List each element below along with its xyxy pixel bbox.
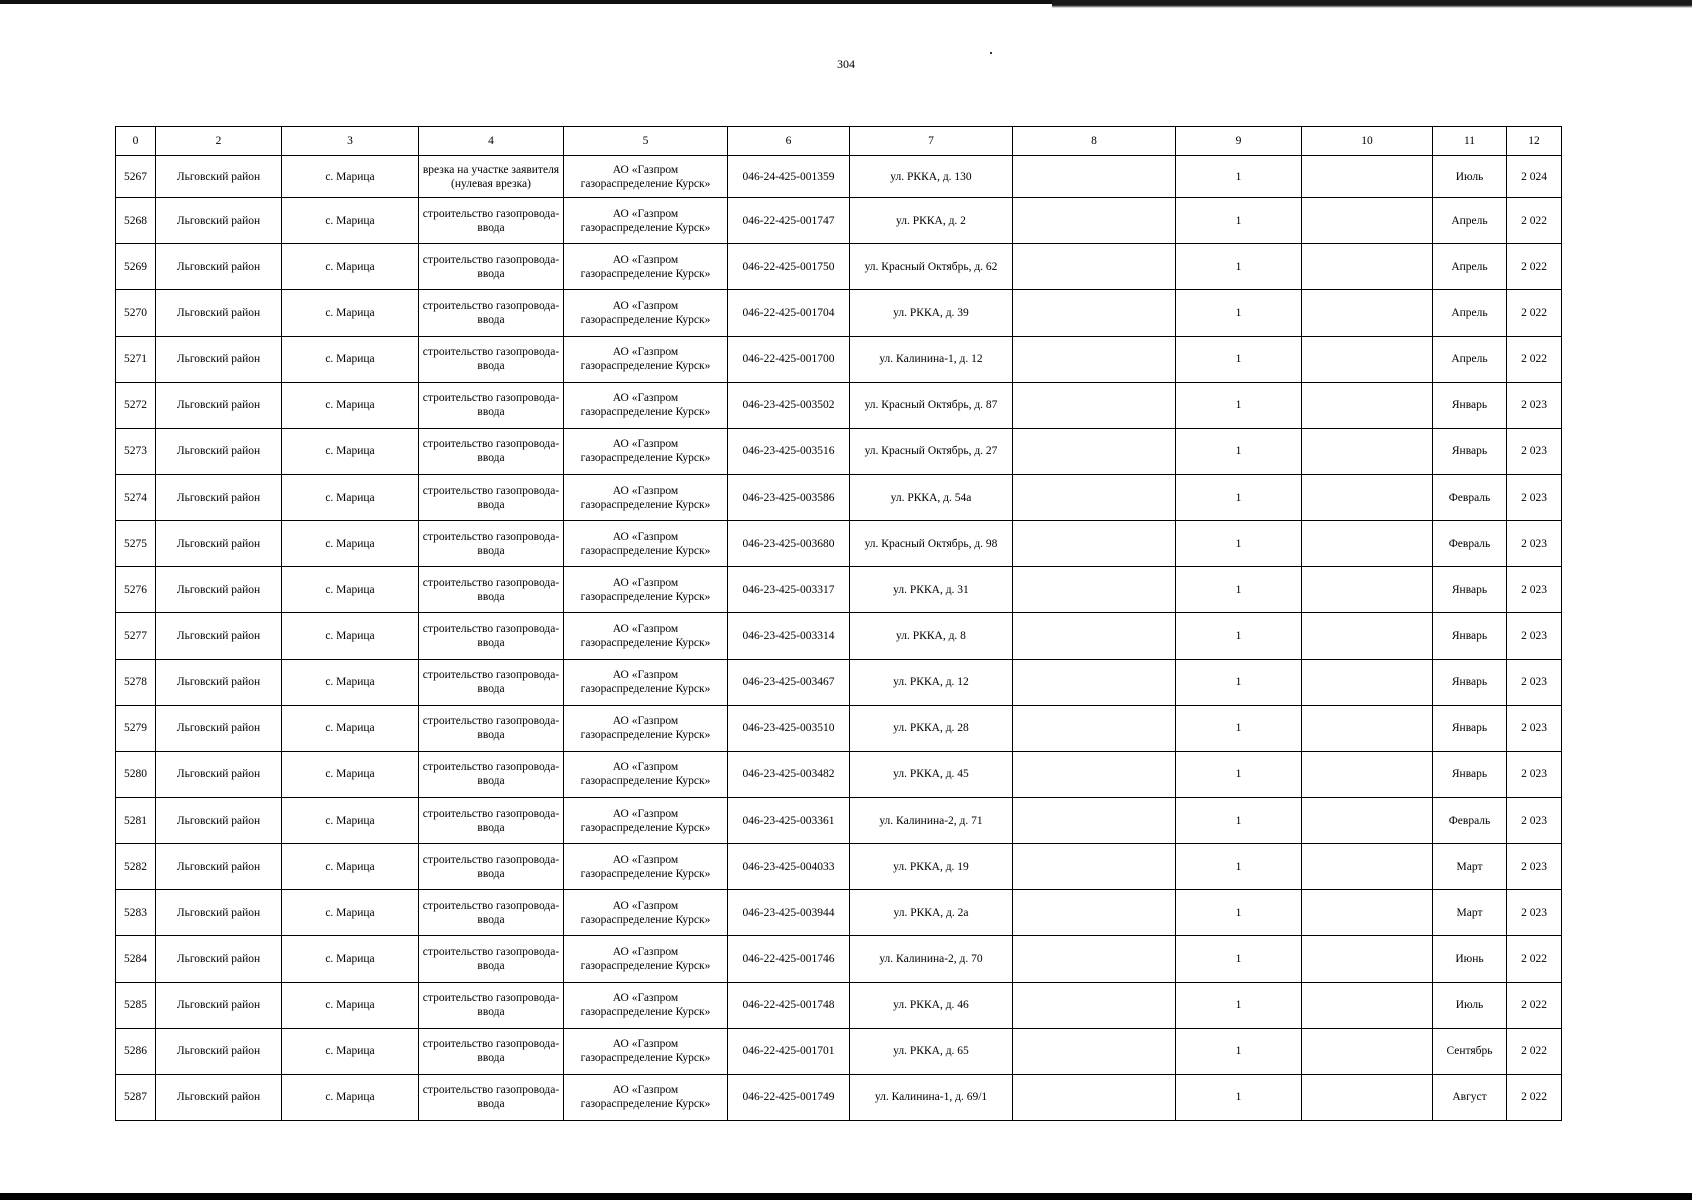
organization-cell: АО «Газпром газораспределение Курск» bbox=[564, 521, 728, 567]
address-cell: ул. Красный Октябрь, д. 27 bbox=[850, 428, 1013, 474]
month-cell: Февраль bbox=[1433, 521, 1507, 567]
settlement-cell: с. Марица bbox=[282, 797, 419, 843]
table-row bbox=[116, 659, 1562, 705]
settlement-cell: с. Марица bbox=[282, 844, 419, 890]
registration-code-cell: 046-22-425-001748 bbox=[728, 982, 850, 1028]
column-10-cell bbox=[1302, 336, 1433, 382]
work-type-cell: строительство газопровода-ввода bbox=[419, 567, 564, 613]
organization-cell: АО «Газпром газораспределение Курск» bbox=[564, 1028, 728, 1074]
work-type-cell: строительство газопровода-ввода bbox=[419, 428, 564, 474]
table-row bbox=[116, 613, 1562, 659]
district-cell: Льговский район bbox=[156, 244, 282, 290]
column-10-cell bbox=[1302, 382, 1433, 428]
address-cell: ул. Калинина-1, д. 12 bbox=[850, 336, 1013, 382]
count-cell: 1 bbox=[1176, 474, 1302, 520]
work-type-cell: строительство газопровода-ввода bbox=[419, 705, 564, 751]
year-cell: 2 023 bbox=[1507, 567, 1562, 613]
year-cell: 2 023 bbox=[1507, 844, 1562, 890]
address-cell: ул. РККА, д. 39 bbox=[850, 290, 1013, 336]
month-cell: Июнь bbox=[1433, 936, 1507, 982]
table-row bbox=[116, 244, 1562, 290]
column-8-cell bbox=[1013, 521, 1176, 567]
work-type-cell: строительство газопровода-ввода bbox=[419, 890, 564, 936]
column-header: 11 bbox=[1433, 127, 1507, 156]
month-cell: Июль bbox=[1433, 156, 1507, 198]
work-type-cell: строительство газопровода-ввода bbox=[419, 844, 564, 890]
column-header: 12 bbox=[1507, 127, 1562, 156]
settlement-cell: с. Марица bbox=[282, 1028, 419, 1074]
column-8-cell bbox=[1013, 659, 1176, 705]
settlement-cell: с. Марица bbox=[282, 474, 419, 520]
work-type-cell: строительство газопровода-ввода bbox=[419, 751, 564, 797]
work-type-cell: строительство газопровода-ввода bbox=[419, 336, 564, 382]
column-header: 8 bbox=[1013, 127, 1176, 156]
row-number: 5281 bbox=[116, 797, 156, 843]
column-header: 5 bbox=[564, 127, 728, 156]
scan-edge-top-right bbox=[1052, 0, 1692, 8]
column-8-cell bbox=[1013, 936, 1176, 982]
column-header: 10 bbox=[1302, 127, 1433, 156]
registration-code-cell: 046-23-425-003680 bbox=[728, 521, 850, 567]
row-number: 5267 bbox=[116, 156, 156, 198]
address-cell: ул. РККА, д. 8 bbox=[850, 613, 1013, 659]
count-cell: 1 bbox=[1176, 290, 1302, 336]
count-cell: 1 bbox=[1176, 198, 1302, 244]
organization-cell: АО «Газпром газораспределение Курск» bbox=[564, 705, 728, 751]
organization-cell: АО «Газпром газораспределение Курск» bbox=[564, 982, 728, 1028]
registration-code-cell: 046-23-425-003361 bbox=[728, 797, 850, 843]
row-number: 5274 bbox=[116, 474, 156, 520]
row-number: 5276 bbox=[116, 567, 156, 613]
district-cell: Льговский район bbox=[156, 1074, 282, 1120]
district-cell: Льговский район bbox=[156, 567, 282, 613]
work-type-cell: строительство газопровода-ввода bbox=[419, 244, 564, 290]
column-8-cell bbox=[1013, 982, 1176, 1028]
column-header: 4 bbox=[419, 127, 564, 156]
count-cell: 1 bbox=[1176, 751, 1302, 797]
count-cell: 1 bbox=[1176, 244, 1302, 290]
address-cell: ул. РККА, д. 2 bbox=[850, 198, 1013, 244]
column-8-cell bbox=[1013, 797, 1176, 843]
table-row bbox=[116, 428, 1562, 474]
district-cell: Льговский район bbox=[156, 290, 282, 336]
register-table bbox=[115, 126, 1562, 1121]
count-cell: 1 bbox=[1176, 890, 1302, 936]
column-8-cell bbox=[1013, 1028, 1176, 1074]
district-cell: Льговский район bbox=[156, 474, 282, 520]
header-row bbox=[116, 127, 1562, 156]
column-10-cell bbox=[1302, 982, 1433, 1028]
address-cell: ул. Красный Октябрь, д. 62 bbox=[850, 244, 1013, 290]
year-cell: 2 022 bbox=[1507, 290, 1562, 336]
column-8-cell bbox=[1013, 290, 1176, 336]
column-8-cell bbox=[1013, 382, 1176, 428]
column-8-cell bbox=[1013, 336, 1176, 382]
district-cell: Льговский район bbox=[156, 521, 282, 567]
year-cell: 2 023 bbox=[1507, 751, 1562, 797]
settlement-cell: с. Марица bbox=[282, 428, 419, 474]
organization-cell: АО «Газпром газораспределение Курск» bbox=[564, 244, 728, 290]
year-cell: 2 024 bbox=[1507, 156, 1562, 198]
table-row bbox=[116, 1074, 1562, 1120]
row-number: 5277 bbox=[116, 613, 156, 659]
organization-cell: АО «Газпром газораспределение Курск» bbox=[564, 428, 728, 474]
column-8-cell bbox=[1013, 613, 1176, 659]
year-cell: 2 023 bbox=[1507, 428, 1562, 474]
year-cell: 2 023 bbox=[1507, 382, 1562, 428]
work-type-cell: строительство газопровода-ввода bbox=[419, 382, 564, 428]
registration-code-cell: 046-23-425-003467 bbox=[728, 659, 850, 705]
settlement-cell: с. Марица bbox=[282, 1074, 419, 1120]
table-row bbox=[116, 521, 1562, 567]
row-number: 5269 bbox=[116, 244, 156, 290]
registration-code-cell: 046-23-425-004033 bbox=[728, 844, 850, 890]
table-row bbox=[116, 797, 1562, 843]
row-number: 5283 bbox=[116, 890, 156, 936]
registration-code-cell: 046-23-425-003516 bbox=[728, 428, 850, 474]
count-cell: 1 bbox=[1176, 156, 1302, 198]
month-cell: Апрель bbox=[1433, 290, 1507, 336]
registration-code-cell: 046-22-425-001747 bbox=[728, 198, 850, 244]
year-cell: 2 023 bbox=[1507, 890, 1562, 936]
address-cell: ул. Красный Октябрь, д. 98 bbox=[850, 521, 1013, 567]
address-cell: ул. Калинина-2, д. 70 bbox=[850, 936, 1013, 982]
registration-code-cell: 046-22-425-001701 bbox=[728, 1028, 850, 1074]
registration-code-cell: 046-23-425-003502 bbox=[728, 382, 850, 428]
settlement-cell: с. Марица bbox=[282, 567, 419, 613]
row-number: 5287 bbox=[116, 1074, 156, 1120]
year-cell: 2 023 bbox=[1507, 705, 1562, 751]
month-cell: Апрель bbox=[1433, 244, 1507, 290]
count-cell: 1 bbox=[1176, 844, 1302, 890]
month-cell: Июль bbox=[1433, 982, 1507, 1028]
column-10-cell bbox=[1302, 890, 1433, 936]
row-number: 5270 bbox=[116, 290, 156, 336]
work-type-cell: строительство газопровода-ввода bbox=[419, 290, 564, 336]
count-cell: 1 bbox=[1176, 659, 1302, 705]
organization-cell: АО «Газпром газораспределение Курск» bbox=[564, 474, 728, 520]
settlement-cell: с. Марица bbox=[282, 890, 419, 936]
work-type-cell: строительство газопровода-ввода bbox=[419, 659, 564, 705]
month-cell: Март bbox=[1433, 844, 1507, 890]
registration-code-cell: 046-23-425-003317 bbox=[728, 567, 850, 613]
count-cell: 1 bbox=[1176, 567, 1302, 613]
count-cell: 1 bbox=[1176, 336, 1302, 382]
column-header: 6 bbox=[728, 127, 850, 156]
table-body bbox=[116, 156, 1562, 1121]
column-10-cell bbox=[1302, 198, 1433, 244]
column-8-cell bbox=[1013, 751, 1176, 797]
district-cell: Льговский район bbox=[156, 751, 282, 797]
table-row bbox=[116, 567, 1562, 613]
column-8-cell bbox=[1013, 567, 1176, 613]
column-8-cell bbox=[1013, 844, 1176, 890]
address-cell: ул. РККА, д. 130 bbox=[850, 156, 1013, 198]
row-number: 5279 bbox=[116, 705, 156, 751]
district-cell: Льговский район bbox=[156, 613, 282, 659]
organization-cell: АО «Газпром газораспределение Курск» bbox=[564, 1074, 728, 1120]
address-cell: ул. РККА, д. 65 bbox=[850, 1028, 1013, 1074]
table-row bbox=[116, 336, 1562, 382]
registration-code-cell: 046-24-425-001359 bbox=[728, 156, 850, 198]
table-row bbox=[116, 890, 1562, 936]
district-cell: Льговский район bbox=[156, 797, 282, 843]
district-cell: Льговский район bbox=[156, 936, 282, 982]
column-10-cell bbox=[1302, 705, 1433, 751]
table-row bbox=[116, 844, 1562, 890]
district-cell: Льговский район bbox=[156, 844, 282, 890]
row-number: 5282 bbox=[116, 844, 156, 890]
registration-code-cell: 046-22-425-001746 bbox=[728, 936, 850, 982]
year-cell: 2 022 bbox=[1507, 244, 1562, 290]
row-number: 5280 bbox=[116, 751, 156, 797]
work-type-cell: строительство газопровода-ввода bbox=[419, 1074, 564, 1120]
registration-code-cell: 046-22-425-001750 bbox=[728, 244, 850, 290]
district-cell: Льговский район bbox=[156, 1028, 282, 1074]
year-cell: 2 022 bbox=[1507, 936, 1562, 982]
column-10-cell bbox=[1302, 844, 1433, 890]
organization-cell: АО «Газпром газораспределение Курск» bbox=[564, 797, 728, 843]
column-10-cell bbox=[1302, 936, 1433, 982]
work-type-cell: строительство газопровода-ввода bbox=[419, 797, 564, 843]
table-row bbox=[116, 982, 1562, 1028]
year-cell: 2 022 bbox=[1507, 1074, 1562, 1120]
page-number: 304 bbox=[837, 57, 855, 71]
address-cell: ул. Калинина-2, д. 71 bbox=[850, 797, 1013, 843]
column-8-cell bbox=[1013, 705, 1176, 751]
column-10-cell bbox=[1302, 521, 1433, 567]
row-number: 5271 bbox=[116, 336, 156, 382]
column-10-cell bbox=[1302, 290, 1433, 336]
table-row bbox=[116, 705, 1562, 751]
column-header: 7 bbox=[850, 127, 1013, 156]
address-cell: ул. РККА, д. 54а bbox=[850, 474, 1013, 520]
month-cell: Февраль bbox=[1433, 474, 1507, 520]
count-cell: 1 bbox=[1176, 428, 1302, 474]
month-cell: Апрель bbox=[1433, 198, 1507, 244]
month-cell: Январь bbox=[1433, 659, 1507, 705]
month-cell: Март bbox=[1433, 890, 1507, 936]
count-cell: 1 bbox=[1176, 982, 1302, 1028]
organization-cell: АО «Газпром газораспределение Курск» bbox=[564, 290, 728, 336]
registration-code-cell: 046-23-425-003510 bbox=[728, 705, 850, 751]
district-cell: Льговский район bbox=[156, 156, 282, 198]
organization-cell: АО «Газпром газораспределение Курск» bbox=[564, 890, 728, 936]
work-type-cell: строительство газопровода-ввода bbox=[419, 198, 564, 244]
district-cell: Льговский район bbox=[156, 428, 282, 474]
year-cell: 2 023 bbox=[1507, 613, 1562, 659]
settlement-cell: с. Марица bbox=[282, 613, 419, 659]
column-8-cell bbox=[1013, 244, 1176, 290]
year-cell: 2 022 bbox=[1507, 982, 1562, 1028]
settlement-cell: с. Марица bbox=[282, 244, 419, 290]
address-cell: ул. РККА, д. 45 bbox=[850, 751, 1013, 797]
district-cell: Льговский район bbox=[156, 705, 282, 751]
settlement-cell: с. Марица bbox=[282, 290, 419, 336]
table-row bbox=[116, 936, 1562, 982]
table-row bbox=[116, 198, 1562, 244]
month-cell: Август bbox=[1433, 1074, 1507, 1120]
column-header: 0 bbox=[116, 127, 156, 156]
table-row bbox=[116, 156, 1562, 198]
column-8-cell bbox=[1013, 474, 1176, 520]
settlement-cell: с. Марица bbox=[282, 705, 419, 751]
work-type-cell: строительство газопровода-ввода bbox=[419, 474, 564, 520]
work-type-cell: строительство газопровода-ввода bbox=[419, 521, 564, 567]
year-cell: 2 022 bbox=[1507, 336, 1562, 382]
column-header: 2 bbox=[156, 127, 282, 156]
organization-cell: АО «Газпром газораспределение Курск» bbox=[564, 336, 728, 382]
column-10-cell bbox=[1302, 797, 1433, 843]
address-cell: ул. Калинина-1, д. 69/1 bbox=[850, 1074, 1013, 1120]
row-number: 5278 bbox=[116, 659, 156, 705]
column-10-cell bbox=[1302, 1074, 1433, 1120]
column-header: 3 bbox=[282, 127, 419, 156]
month-cell: Апрель bbox=[1433, 336, 1507, 382]
count-cell: 1 bbox=[1176, 1028, 1302, 1074]
address-cell: ул. РККА, д. 46 bbox=[850, 982, 1013, 1028]
settlement-cell: с. Марица bbox=[282, 198, 419, 244]
registration-code-cell: 046-22-425-001700 bbox=[728, 336, 850, 382]
month-cell: Сентябрь bbox=[1433, 1028, 1507, 1074]
column-10-cell bbox=[1302, 567, 1433, 613]
count-cell: 1 bbox=[1176, 613, 1302, 659]
address-cell: ул. РККА, д. 2а bbox=[850, 890, 1013, 936]
settlement-cell: с. Марица bbox=[282, 336, 419, 382]
settlement-cell: с. Марица bbox=[282, 751, 419, 797]
organization-cell: АО «Газпром газораспределение Курск» bbox=[564, 844, 728, 890]
row-number: 5275 bbox=[116, 521, 156, 567]
registration-code-cell: 046-22-425-001749 bbox=[728, 1074, 850, 1120]
row-number: 5285 bbox=[116, 982, 156, 1028]
column-10-cell bbox=[1302, 428, 1433, 474]
table-row bbox=[116, 1028, 1562, 1074]
district-cell: Льговский район bbox=[156, 198, 282, 244]
month-cell: Январь bbox=[1433, 705, 1507, 751]
registration-code-cell: 046-22-425-001704 bbox=[728, 290, 850, 336]
settlement-cell: с. Марица bbox=[282, 521, 419, 567]
address-cell: ул. Красный Октябрь, д. 87 bbox=[850, 382, 1013, 428]
table-row bbox=[116, 382, 1562, 428]
month-cell: Январь bbox=[1433, 567, 1507, 613]
scan-speck bbox=[990, 52, 992, 54]
count-cell: 1 bbox=[1176, 382, 1302, 428]
column-8-cell bbox=[1013, 198, 1176, 244]
column-10-cell bbox=[1302, 1028, 1433, 1074]
column-8-cell bbox=[1013, 428, 1176, 474]
organization-cell: АО «Газпром газораспределение Курск» bbox=[564, 198, 728, 244]
month-cell: Январь bbox=[1433, 613, 1507, 659]
address-cell: ул. РККА, д. 19 bbox=[850, 844, 1013, 890]
organization-cell: АО «Газпром газораспределение Курск» bbox=[564, 936, 728, 982]
count-cell: 1 bbox=[1176, 936, 1302, 982]
settlement-cell: с. Марица bbox=[282, 156, 419, 198]
year-cell: 2 022 bbox=[1507, 198, 1562, 244]
registration-code-cell: 046-23-425-003586 bbox=[728, 474, 850, 520]
address-cell: ул. РККА, д. 31 bbox=[850, 567, 1013, 613]
organization-cell: АО «Газпром газораспределение Курск» bbox=[564, 382, 728, 428]
district-cell: Льговский район bbox=[156, 982, 282, 1028]
row-number: 5272 bbox=[116, 382, 156, 428]
district-cell: Льговский район bbox=[156, 336, 282, 382]
settlement-cell: с. Марица bbox=[282, 936, 419, 982]
settlement-cell: с. Марица bbox=[282, 982, 419, 1028]
registration-code-cell: 046-23-425-003314 bbox=[728, 613, 850, 659]
year-cell: 2 023 bbox=[1507, 659, 1562, 705]
count-cell: 1 bbox=[1176, 521, 1302, 567]
district-cell: Льговский район bbox=[156, 659, 282, 705]
row-number: 5268 bbox=[116, 198, 156, 244]
column-10-cell bbox=[1302, 156, 1433, 198]
column-10-cell bbox=[1302, 244, 1433, 290]
table-row bbox=[116, 751, 1562, 797]
year-cell: 2 023 bbox=[1507, 797, 1562, 843]
column-8-cell bbox=[1013, 156, 1176, 198]
row-number: 5286 bbox=[116, 1028, 156, 1074]
address-cell: ул. РККА, д. 28 bbox=[850, 705, 1013, 751]
column-10-cell bbox=[1302, 751, 1433, 797]
registration-code-cell: 046-23-425-003482 bbox=[728, 751, 850, 797]
work-type-cell: строительство газопровода-ввода bbox=[419, 936, 564, 982]
table-row bbox=[116, 474, 1562, 520]
address-cell: ул. РККА, д. 12 bbox=[850, 659, 1013, 705]
column-10-cell bbox=[1302, 659, 1433, 705]
row-number: 5284 bbox=[116, 936, 156, 982]
column-8-cell bbox=[1013, 1074, 1176, 1120]
month-cell: Январь bbox=[1433, 751, 1507, 797]
column-header: 9 bbox=[1176, 127, 1302, 156]
month-cell: Февраль bbox=[1433, 797, 1507, 843]
work-type-cell: строительство газопровода-ввода bbox=[419, 982, 564, 1028]
organization-cell: АО «Газпром газораспределение Курск» bbox=[564, 156, 728, 198]
column-10-cell bbox=[1302, 474, 1433, 520]
work-type-cell: строительство газопровода-ввода bbox=[419, 613, 564, 659]
scan-edge-bottom bbox=[0, 1193, 1692, 1200]
count-cell: 1 bbox=[1176, 705, 1302, 751]
row-number: 5273 bbox=[116, 428, 156, 474]
count-cell: 1 bbox=[1176, 1074, 1302, 1120]
table-row bbox=[116, 290, 1562, 336]
year-cell: 2 023 bbox=[1507, 474, 1562, 520]
work-type-cell: строительство газопровода-ввода bbox=[419, 1028, 564, 1074]
settlement-cell: с. Марица bbox=[282, 659, 419, 705]
work-type-cell: врезка на участке заявителя (нулевая врезка) bbox=[419, 156, 564, 198]
month-cell: Январь bbox=[1433, 428, 1507, 474]
month-cell: Январь bbox=[1433, 382, 1507, 428]
organization-cell: АО «Газпром газораспределение Курск» bbox=[564, 659, 728, 705]
registration-code-cell: 046-23-425-003944 bbox=[728, 890, 850, 936]
organization-cell: АО «Газпром газораспределение Курск» bbox=[564, 751, 728, 797]
district-cell: Льговский район bbox=[156, 382, 282, 428]
column-10-cell bbox=[1302, 613, 1433, 659]
column-8-cell bbox=[1013, 890, 1176, 936]
settlement-cell: с. Марица bbox=[282, 382, 419, 428]
organization-cell: АО «Газпром газораспределение Курск» bbox=[564, 613, 728, 659]
organization-cell: АО «Газпром газораспределение Курск» bbox=[564, 567, 728, 613]
district-cell: Льговский район bbox=[156, 890, 282, 936]
count-cell: 1 bbox=[1176, 797, 1302, 843]
year-cell: 2 022 bbox=[1507, 1028, 1562, 1074]
year-cell: 2 023 bbox=[1507, 521, 1562, 567]
